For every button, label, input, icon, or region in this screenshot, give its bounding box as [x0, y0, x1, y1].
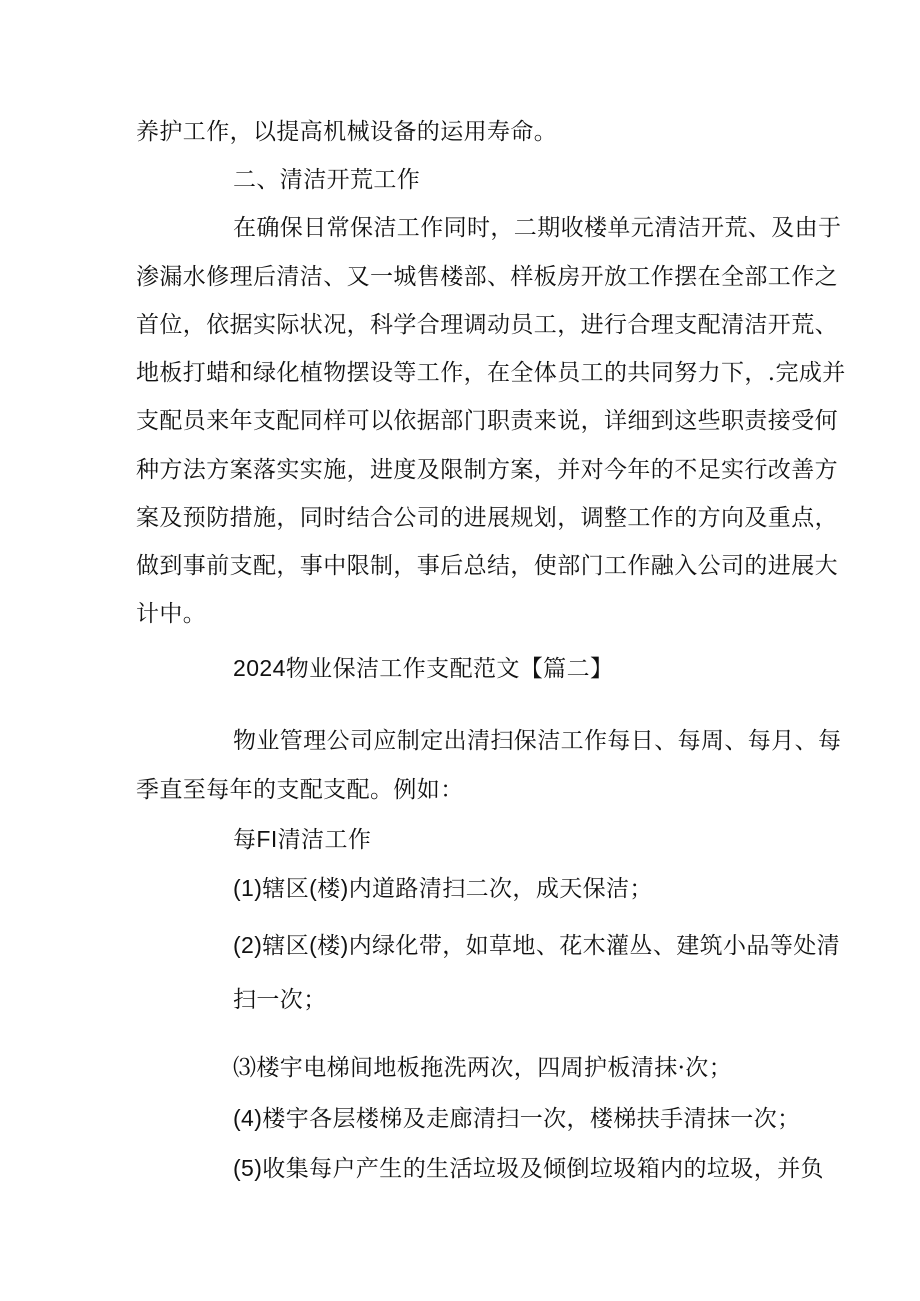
- list-item: (4)楼宇各层楼梯及走廊清扫一次，楼梯扶手清抹一次；: [233, 1105, 801, 1131]
- text-line: 支配员来年支配同样可以依据部门职责来说，详细到这些职责接受何: [136, 408, 838, 434]
- text-line: 养护工作，以提高机械设备的运用寿命。: [136, 119, 558, 145]
- section-heading: 二、清洁开荒工作: [233, 167, 421, 193]
- text-line: 案及预防措施，同时结合公司的进展规划，调整工作的方向及重点，: [136, 505, 838, 531]
- list-item: (1)辖区(楼)内道路清扫二次，成天保洁；: [233, 875, 653, 901]
- text-line: 在确保日常保洁工作同时，二期收楼单元清洁开荒、及由于: [233, 215, 842, 241]
- list-item-continuation: 扫一次；: [233, 987, 327, 1013]
- text-line: 季直至每年的支配支配。例如：: [136, 777, 464, 803]
- text-line: 做到事前支配，事中限制，事后总结，使部门工作融入公司的进展大: [136, 553, 838, 579]
- list-item: ⑶楼宇电梯间地板拖洗两次，四周护板清抹·次；: [233, 1055, 733, 1081]
- text-line: 渗漏水修理后清洁、又一城售楼部、样板房开放工作摆在全部工作之: [136, 264, 838, 290]
- text-line: 首位，依据实际状况，科学合理调动员工，进行合理支配清洁开荒、: [136, 312, 838, 338]
- list-item: (2)辖区(楼)内绿化带，如草地、花木灌丛、建筑小品等处清: [233, 932, 841, 958]
- text-line: 种方法方案落实实施，进度及限制方案，并对今年的不足实行改善方: [136, 457, 838, 483]
- article-title: 2024物业保洁工作支配范文【篇二】: [233, 655, 614, 681]
- subheading: 每FI清洁工作: [233, 826, 372, 852]
- text-line: 物业管理公司应制定出清扫保洁工作每日、每周、每月、每: [233, 728, 842, 754]
- list-item: (5)收集每户产生的生活垃圾及倾倒垃圾箱内的垃圾，并负: [233, 1155, 824, 1181]
- text-line: 地板打蜡和绿化植物摆设等工作，在全体员工的共同努力下，.完成并: [136, 360, 846, 386]
- text-line: 计中。: [136, 601, 207, 627]
